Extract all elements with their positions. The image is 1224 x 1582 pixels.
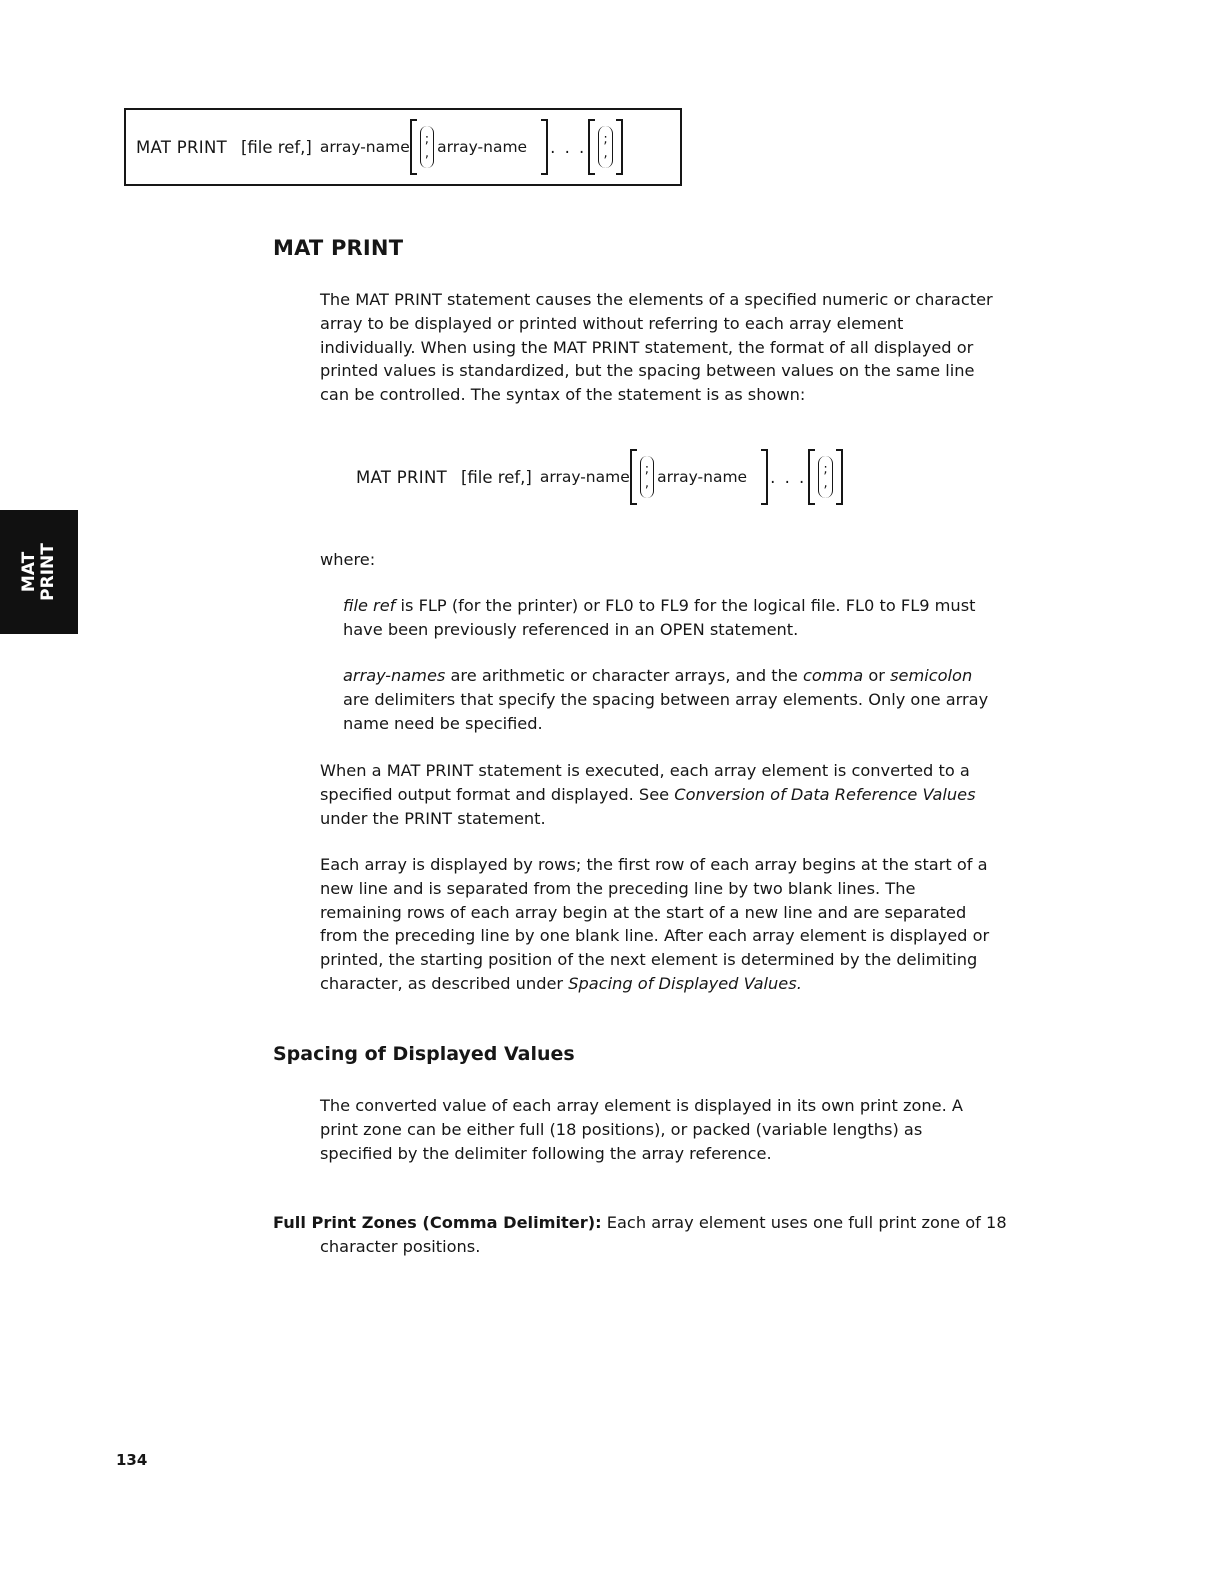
term-file-ref: file ref [343,596,396,615]
syntax-ellipsis: . . . [770,467,807,487]
delimiter-brace: ; , [420,126,434,168]
syntax-trailing-group [808,449,842,505]
full-print-zones-paragraph: Full Print Zones (Comma Delimiter): Each array element uses one full print zone of 18 character positions. [273,1213,1007,1256]
term-comma: comma [802,666,864,685]
syntax-array-name-2: array-name [437,138,528,156]
where-label: where: [320,550,376,569]
term-array-names: array-names [343,666,446,685]
trailing-delimiter-brace: ; , [818,456,832,498]
syntax-keyword: MAT PRINT [136,137,227,157]
section-tab-label: MAT PRINT [19,543,58,601]
reference-conversion: Conversion of Data Reference Values [674,784,976,804]
definition-file-ref: file ref is FLP (for the printer) or FL0 to FL9 for the logical file. FL0 to FL9 must have been previously referenced in an OPEN statement. [343,596,976,639]
reference-spacing: Spacing of Displayed Values. [568,973,802,993]
spacing-paragraph: The converted value of each array element is displayed in its own print zone. A print zone can be either full (18 positions), or packed (variable lengths) as specified by the delimiter following the array reference. [320,1096,963,1163]
page-number: 134 [116,1451,148,1469]
syntax-array-name: array-name [319,138,410,156]
syntax-optional-group [630,449,768,505]
syntax-trailing-group [588,119,622,175]
delimiter-brace: ; , [640,456,654,498]
rows-paragraph: Each array is displayed by rows; the first row of each array begins at the start of a new line and is separated from the preceding line by two blank lines. The remaining rows of each array begin at the start of a new line and are separated from the preceding line by one blank line. After each array element is displayed or printed, the starting position of the next element is determined by the delimiting character, as described under Spacing of Displayed Values. [320,855,990,993]
intro-paragraph: The MAT PRINT statement causes the elements of a specified numeric or character array to be displayed or printed without referring to each array element individually. When using the MAT PRINT statement, the format of all displayed or printed values is standardized, but the spacing between values on the same line can be controlled. The syntax of the statement is as shown: [320,290,993,405]
term-semicolon: semicolon [890,666,973,685]
syntax-file-ref: [file ref,] [240,137,312,157]
execution-paragraph: When a MAT PRINT statement is executed, each array element is converted to a specified output format and displayed. See Conversion of Data Reference Values under the PRINT statement. [320,761,976,828]
full-print-zones-label: Full Print Zones (Comma Delimiter): [273,1213,602,1232]
syntax-diagram-box [136,116,623,178]
trailing-delimiter-brace: ; , [598,126,612,168]
syntax-ellipsis: . . . [550,137,587,157]
syntax-array-name-2: array-name [657,468,748,486]
section-tab [0,510,78,634]
syntax-diagram-inline [356,446,843,508]
syntax-keyword: MAT PRINT [356,467,447,487]
section-heading: MAT PRINT [273,236,404,260]
subsection-heading: Spacing of Displayed Values [273,1043,575,1065]
syntax-optional-group [410,119,548,175]
definition-array-names: array-names are arithmetic or character arrays, and the comma or semicolon are delimiters that specify the spacing between array elements. Only one array name need be specified. [343,666,989,733]
syntax-file-ref: [file ref,] [460,467,532,487]
syntax-array-name: array-name [539,468,630,486]
